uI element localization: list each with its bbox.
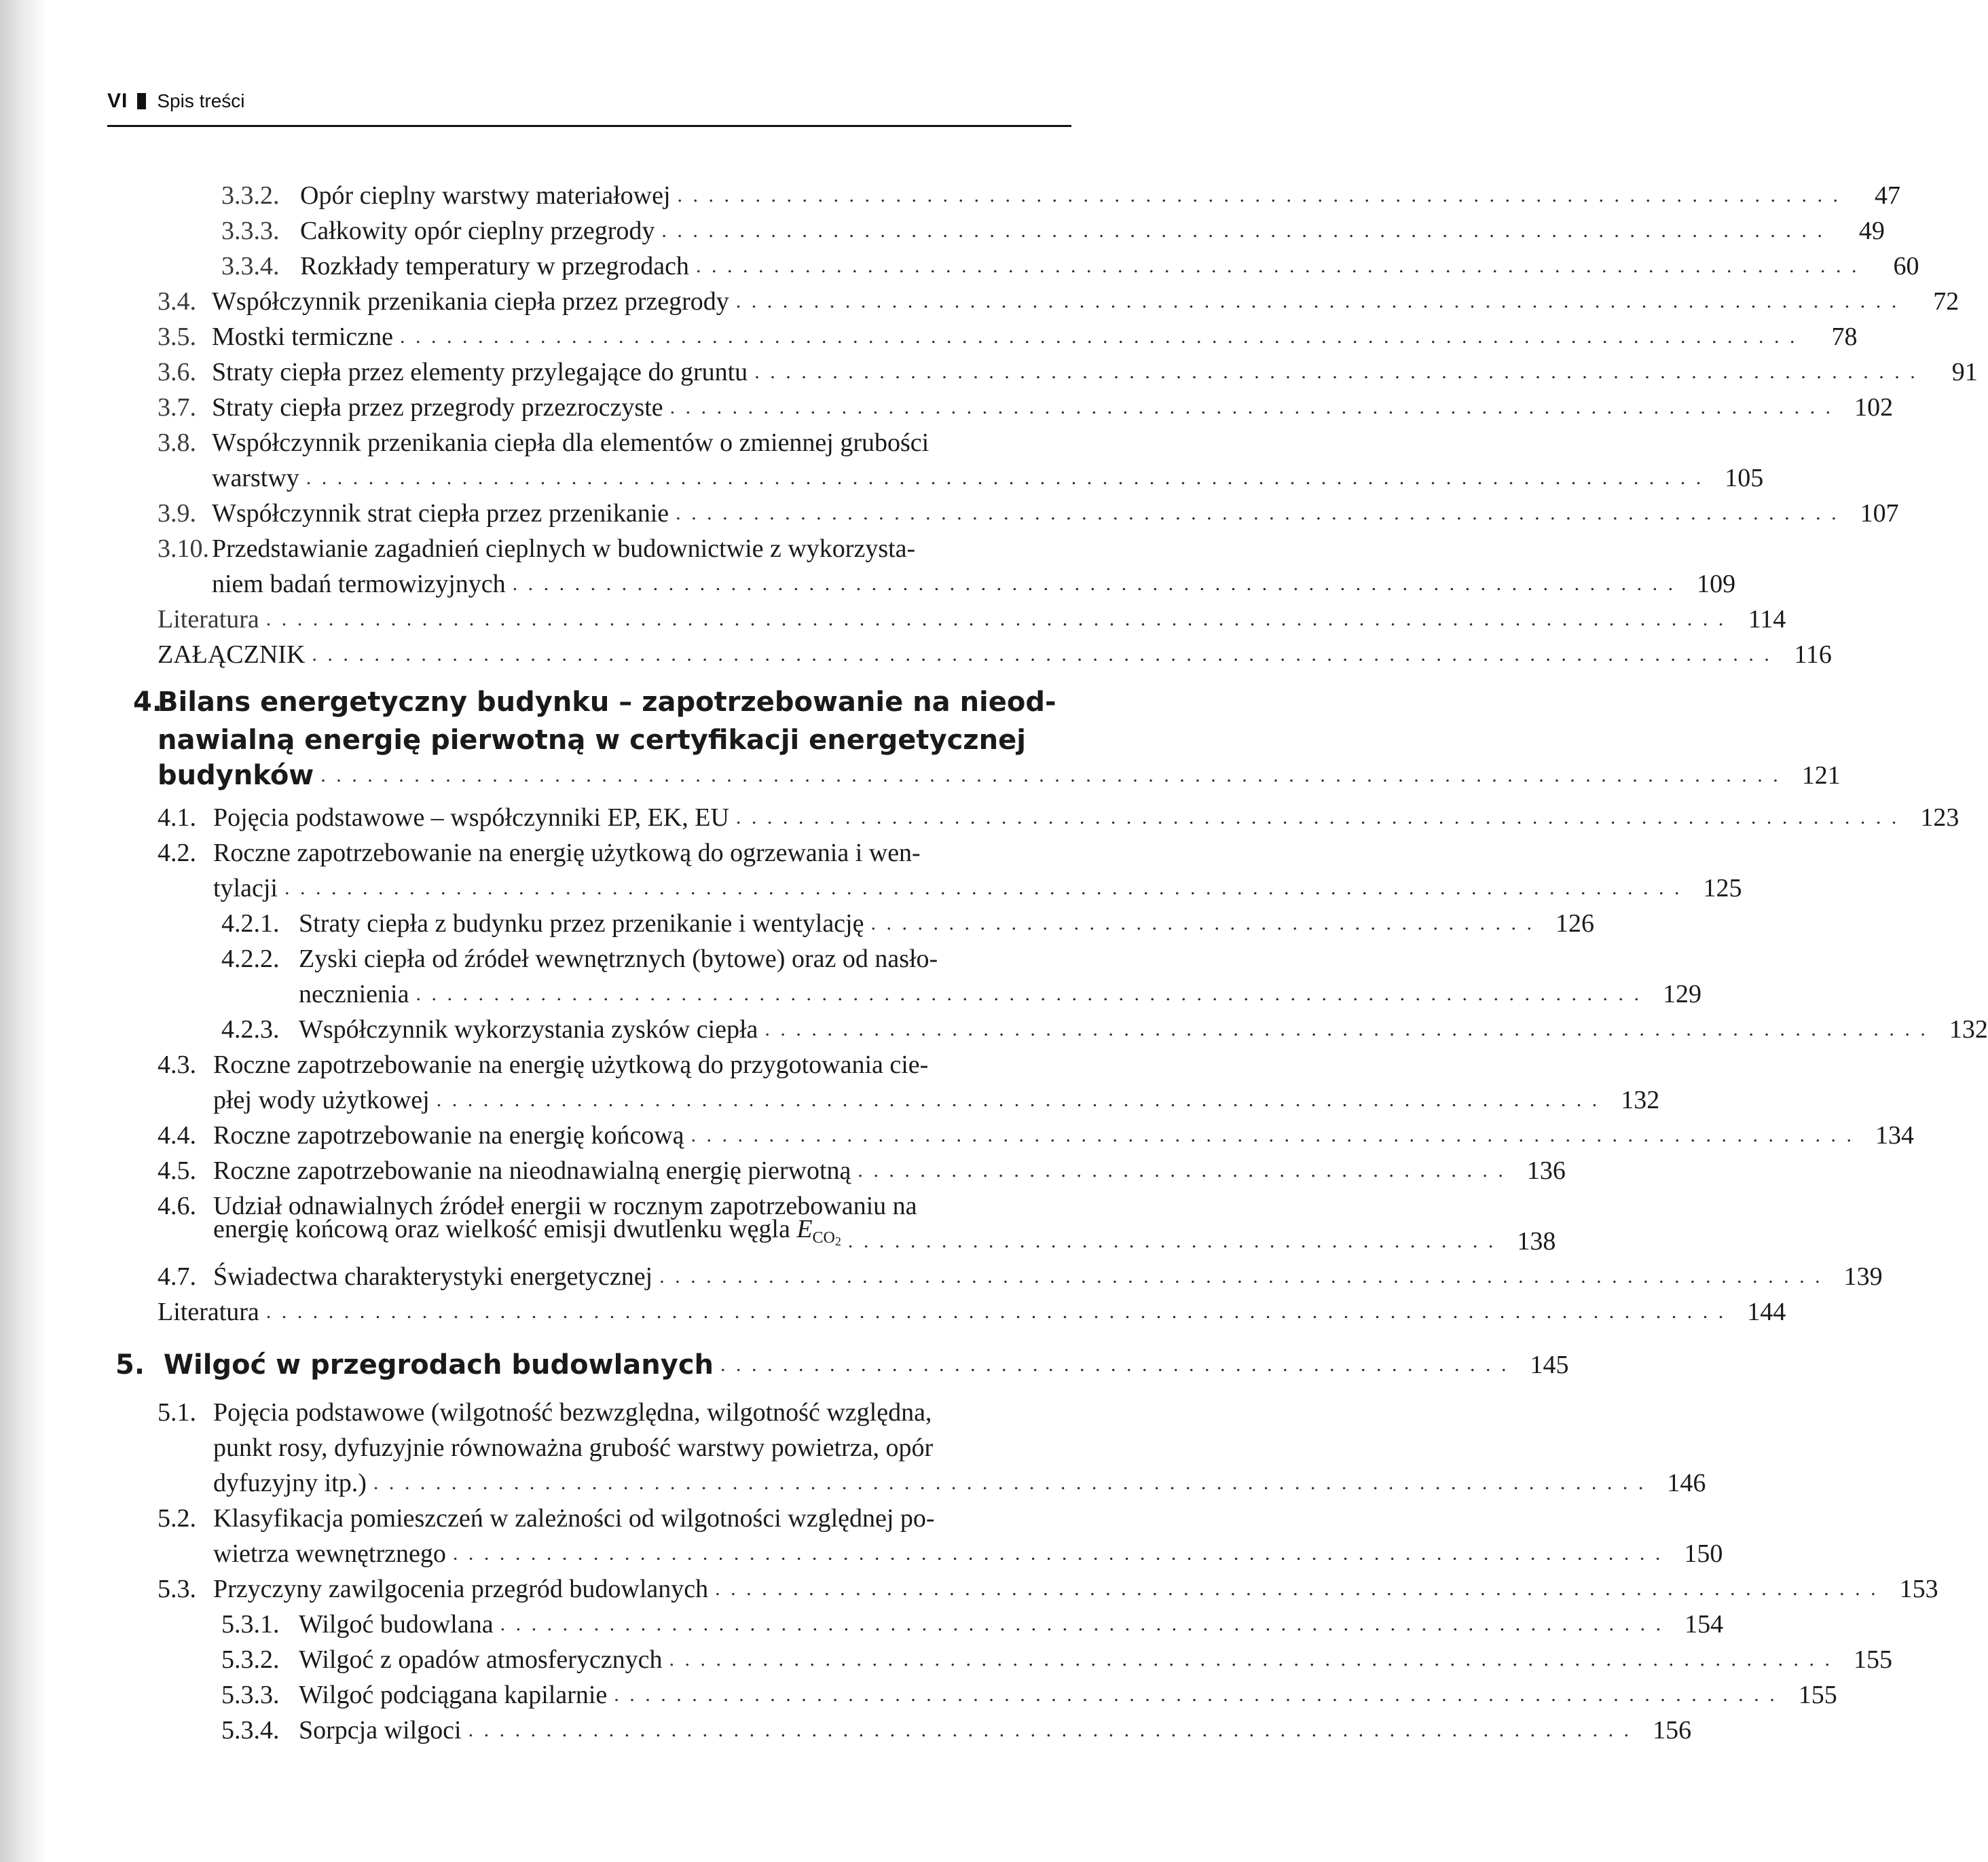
toc-entry-line[interactable]: Pojęcia podstawowe (wilgotność bezwzględna, wilgotność względna, <box>213 1398 932 1427</box>
chapter-title-line[interactable]: Bilans energetyczny budynku – zapotrzebowanie na nieod- <box>158 687 1056 718</box>
co2-symbol: E <box>796 1215 813 1243</box>
chapter-title-line[interactable]: nawialną energię pierwotną w certyfikacji energetycznej <box>158 725 1026 756</box>
toc-chapter-entry[interactable]: 5. Wilgoć w przegrodach budowlanych . . . . . . . . . . . . . . . . . . . . . . . . . . . . . . . . . . . . . . . . . . . . . . . . . . . 145 <box>115 1349 1569 1381</box>
toc-entry-line[interactable]: 4.6. <box>158 1192 196 1220</box>
toc-entry[interactable]: necznienia . . . . . . . . . . . . . . . . . . . . . . . . . . . . . . . . . . . . . . . . . . . . . . . . . . . . . . . . . . . . . . . . . . . . . . . . . . . . . . . 129 <box>299 980 1701 1008</box>
toc-entry-line[interactable]: Roczne zapotrzebowanie na energię użytkową do przygotowania cie- <box>213 1051 929 1079</box>
running-header <box>107 90 245 113</box>
toc-entry-line[interactable]: 3.10. <box>158 534 209 563</box>
toc-entry[interactable]: 4.4. Roczne zapotrzebowanie na energię końcową . . . . . . . . . . . . . . . . . . . . . . . . . . . . . . . . . . . . . . . . . . . . . . . . . . . . . . . . . . . . . . . . . . . . . . . . . . . 134 <box>158 1121 1915 1150</box>
section-title: Spis treści <box>157 90 245 111</box>
toc-entry[interactable]: 3.9. Współczynnik strat ciepła przez przenikanie . . . . . . . . . . . . . . . . . . . . . . . . . . . . . . . . . . . . . . . . . . . . . . . . . . . . . . . . . . . . . . . . . . . . . . . . . . . 107 <box>158 499 1899 528</box>
toc-entry-line[interactable]: punkt rosy, dyfuzyjnie równoważna grubość warstwy powietrza, opór <box>213 1434 934 1462</box>
toc-entry[interactable]: 3.6. Straty ciepła przez elementy przylegające do gruntu . . . . . . . . . . . . . . . . . . . . . . . . . . . . . . . . . . . . . . . . . . . . . . . . . . . . . . . . . . . . . . . . . . . . . . . . . . . 91 <box>158 358 1978 386</box>
square-bullet-icon <box>137 93 146 109</box>
toc-entry[interactable]: 5.3.3. Wilgoć podciągana kapilarnie . . . . . . . . . . . . . . . . . . . . . . . . . . . . . . . . . . . . . . . . . . . . . . . . . . . . . . . . . . . . . . . . . . . . . . . . . . . 155 <box>221 1681 1837 1709</box>
toc-entry-line[interactable]: Udział odnawialnych źródeł energii w rocznym zapotrzebowaniu na <box>213 1192 917 1220</box>
toc-entry-line[interactable]: 5.2. <box>158 1504 196 1533</box>
toc-entry-line[interactable]: 5.1. <box>158 1398 196 1427</box>
header-rule <box>107 125 1071 127</box>
toc-entry[interactable]: 4.2.3. Współczynnik wykorzystania zysków ciepła . . . . . . . . . . . . . . . . . . . . . . . . . . . . . . . . . . . . . . . . . . . . . . . . . . . . . . . . . . . . . . . . . . . . . . . . . . . 132 <box>221 1015 1988 1044</box>
toc-entry[interactable]: 4.7. Świadectwa charakterystyki energetycznej . . . . . . . . . . . . . . . . . . . . . . . . . . . . . . . . . . . . . . . . . . . . . . . . . . . . . . . . . . . . . . . . . . . . . . . . . . . 139 <box>158 1262 1883 1291</box>
toc-entry[interactable]: płej wody użytkowej . . . . . . . . . . . . . . . . . . . . . . . . . . . . . . . . . . . . . . . . . . . . . . . . . . . . . . . . . . . . . . . . . . . . . . . . . . . 132 <box>213 1086 1660 1114</box>
toc-entry[interactable]: 5.3.1. Wilgoć budowlana . . . . . . . . . . . . . . . . . . . . . . . . . . . . . . . . . . . . . . . . . . . . . . . . . . . . . . . . . . . . . . . . . . . . . . . . . . . 154 <box>221 1610 1724 1639</box>
toc-entry[interactable]: ZAŁĄCZNIK . . . . . . . . . . . . . . . . . . . . . . . . . . . . . . . . . . . . . . . . . . . . . . . . . . . . . . . . . . . . . . . . . . . . . . . . . . . . . . . . . . . . . . . . . . . . . . 116 <box>158 640 1832 669</box>
toc-entry-line[interactable]: 4.2.2. <box>221 945 280 973</box>
toc-entry[interactable]: 5.3. Przyczyny zawilgocenia przegród budowlanych . . . . . . . . . . . . . . . . . . . . . . . . . . . . . . . . . . . . . . . . . . . . . . . . . . . . . . . . . . . . . . . . . . . . . . . . . . . 153 <box>158 1575 1938 1603</box>
toc-entry[interactable]: 3.3.4. Rozkłady temperatury w przegrodach . . . . . . . . . . . . . . . . . . . . . . . . . . . . . . . . . . . . . . . . . . . . . . . . . . . . . . . . . . . . . . . . . . . . . . . . . . . 60 <box>221 252 1919 280</box>
toc-chapter-entry[interactable]: budynków . . . . . . . . . . . . . . . . . . . . . . . . . . . . . . . . . . . . . . . . . . . . . . . . . . . . . . . . . . . . . . . . . . . . . . . . . . . . . . . . . . . . . . . . . . . . . . 121 <box>158 760 1841 791</box>
page-number: VI <box>107 90 128 112</box>
toc-entry[interactable]: Literatura . . . . . . . . . . . . . . . . . . . . . . . . . . . . . . . . . . . . . . . . . . . . . . . . . . . . . . . . . . . . . . . . . . . . . . . . . . . . . . . . . . . . . . . . . . . . . . 144 <box>158 1298 1786 1326</box>
toc-entry[interactable]: 3.7. Straty ciepła przez przegrody przezroczyste . . . . . . . . . . . . . . . . . . . . . . . . . . . . . . . . . . . . . . . . . . . . . . . . . . . . . . . . . . . . . . . . . . . . . . . . . . . 102 <box>158 393 1894 422</box>
toc-entry[interactable]: 3.4. Współczynnik przenikania ciepła przez przegrody . . . . . . . . . . . . . . . . . . . . . . . . . . . . . . . . . . . . . . . . . . . . . . . . . . . . . . . . . . . . . . . . . . . . . . . . . . . 72 <box>158 287 1959 316</box>
toc-entry-line[interactable]: Klasyfikacja pomieszczeń w zależności od wilgotności względnej po- <box>213 1504 935 1533</box>
toc-entry[interactable]: warstwy . . . . . . . . . . . . . . . . . . . . . . . . . . . . . . . . . . . . . . . . . . . . . . . . . . . . . . . . . . . . . . . . . . . . . . . . . . . . . . . . . . . . . . . . . . 105 <box>212 464 1764 492</box>
toc-entry[interactable]: 3.3.2. Opór cieplny warstwy materiałowej . . . . . . . . . . . . . . . . . . . . . . . . . . . . . . . . . . . . . . . . . . . . . . . . . . . . . . . . . . . . . . . . . . . . . . . . . . . 47 <box>221 181 1901 210</box>
toc-entry[interactable]: 5.3.2. Wilgoć z opadów atmosferycznych . . . . . . . . . . . . . . . . . . . . . . . . . . . . . . . . . . . . . . . . . . . . . . . . . . . . . . . . . . . . . . . . . . . . . . . . . . . 155 <box>221 1645 1893 1674</box>
toc-entry[interactable]: Literatura . . . . . . . . . . . . . . . . . . . . . . . . . . . . . . . . . . . . . . . . . . . . . . . . . . . . . . . . . . . . . . . . . . . . . . . . . . . . . . . . . . . . . . . . . . . . . . 114 <box>158 605 1786 634</box>
toc-entry-line[interactable]: 3.8. <box>158 428 196 457</box>
toc-entry-line[interactable]: Przedstawianie zagadnień cieplnych w budownictwie z wykorzysta- <box>212 534 916 563</box>
chapter-number[interactable]: 4. <box>133 687 163 718</box>
toc-entry-line[interactable]: 4.2. <box>158 839 196 867</box>
toc-entry-line[interactable]: 4.3. <box>158 1051 196 1079</box>
toc-entry[interactable]: wietrza wewnętrznego . . . . . . . . . . . . . . . . . . . . . . . . . . . . . . . . . . . . . . . . . . . . . . . . . . . . . . . . . . . . . . . . . . . . . . . . . . . . . . 150 <box>213 1539 1723 1568</box>
page-edge-shadow <box>0 0 48 1862</box>
toc-entry[interactable]: 5.3.4. Sorpcja wilgoci . . . . . . . . . . . . . . . . . . . . . . . . . . . . . . . . . . . . . . . . . . . . . . . . . . . . . . . . . . . . . . . . . . . . . . . . . . . 156 <box>221 1716 1692 1745</box>
toc-entry-line[interactable]: Zyski ciepła od źródeł wewnętrznych (bytowe) oraz od nasło- <box>299 945 938 973</box>
toc-entry[interactable]: 4.1. Pojęcia podstawowe – współczynniki EP, EK, EU . . . . . . . . . . . . . . . . . . . . . . . . . . . . . . . . . . . . . . . . . . . . . . . . . . . . . . . . . . . . . . . . . . . . . . . . . . . 123 <box>158 803 1959 832</box>
toc-entry[interactable]: energię końcową oraz wielkość emisji dwutlenku węgla $E_{CO2}$ . . . . . . . . . . . . . . . . . . . . . . . . . . . . . . . . . . . . . . . . . . 138 <box>213 1215 1556 1256</box>
toc-entry[interactable]: 3.5. Mostki termiczne . . . . . . . . . . . . . . . . . . . . . . . . . . . . . . . . . . . . . . . . . . . . . . . . . . . . . . . . . . . . . . . . . . . . . . . . . . . . . . . . . . . . . . . . . . 78 <box>158 323 1858 351</box>
toc-entry[interactable]: 3.3.3. Całkowity opór cieplny przegrody . . . . . . . . . . . . . . . . . . . . . . . . . . . . . . . . . . . . . . . . . . . . . . . . . . . . . . . . . . . . . . . . . . . . . . . . . . . 49 <box>221 217 1885 245</box>
toc-entry[interactable]: dyfuzyjny itp.) . . . . . . . . . . . . . . . . . . . . . . . . . . . . . . . . . . . . . . . . . . . . . . . . . . . . . . . . . . . . . . . . . . . . . . . . . . . . . . . . . . 146 <box>213 1469 1706 1497</box>
toc-entry[interactable]: 4.5. Roczne zapotrzebowanie na nieodnawialną energię pierwotną . . . . . . . . . . . . . . . . . . . . . . . . . . . . . . . . . . . . . . . . . . 136 <box>158 1156 1566 1185</box>
toc-entry[interactable]: tylacji . . . . . . . . . . . . . . . . . . . . . . . . . . . . . . . . . . . . . . . . . . . . . . . . . . . . . . . . . . . . . . . . . . . . . . . . . . . . . . . . . . . . . . . . . . 125 <box>213 874 1742 902</box>
toc-entry[interactable]: 4.2.1. Straty ciepła z budynku przez przenikanie i wentylację . . . . . . . . . . . . . . . . . . . . . . . . . . . . . . . . . . . . . . . . . . . 126 <box>221 909 1594 938</box>
toc-entry-line[interactable]: Roczne zapotrzebowanie na energię użytkową do ogrzewania i wen- <box>213 839 921 867</box>
toc-entry-line[interactable]: Współczynnik przenikania ciepła dla elementów o zmiennej grubości <box>212 428 929 457</box>
toc-entry[interactable]: niem badań termowizyjnych . . . . . . . . . . . . . . . . . . . . . . . . . . . . . . . . . . . . . . . . . . . . . . . . . . . . . . . . . . . . . . . . . . . . . . . . . . . 109 <box>212 570 1736 598</box>
